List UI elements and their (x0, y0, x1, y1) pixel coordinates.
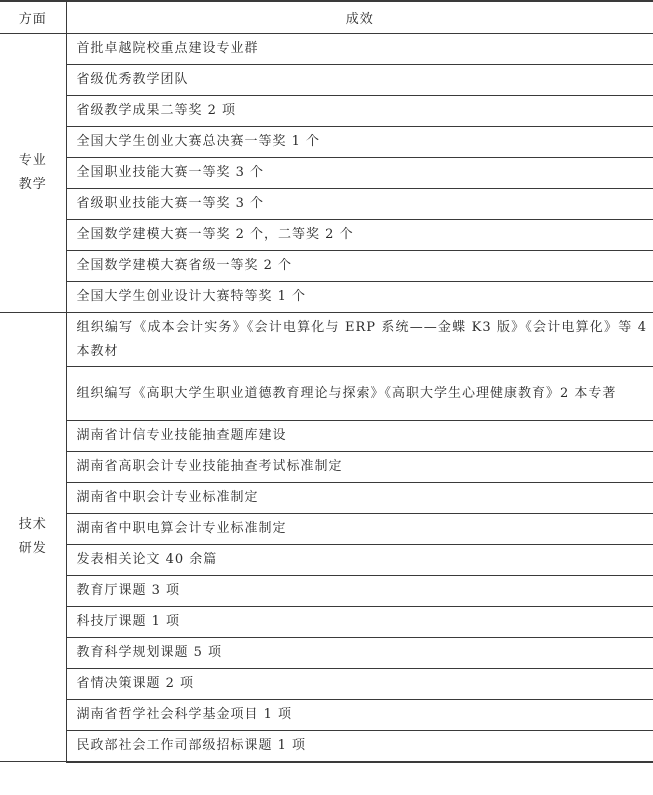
table-row (0, 514, 653, 545)
table-header-row (0, 1, 653, 34)
result-cell: 组织编写《成本会计实务》《会计电算化与 ERP 系统——金蝶 K3 版》《会计电算化》等 4 本教材 (66, 313, 653, 367)
header-results: 成效 (66, 1, 653, 34)
table-row (0, 545, 653, 576)
table-row (0, 367, 653, 421)
table-row (0, 220, 653, 251)
table-row (0, 483, 653, 514)
result-cell: 发表相关论文 40 余篇 (66, 545, 653, 576)
result-cell: 全国数学建模大赛省级一等奖 2 个 (66, 251, 653, 282)
result-cell: 组织编写《高职大学生职业道德教育理论与探索》《高职大学生心理健康教育》2 本专著 (66, 367, 653, 421)
result-cell: 湖南省中职会计专业标准制定 (66, 483, 653, 514)
result-cell: 湖南省计信专业技能抽查题库建设 (66, 421, 653, 452)
table-row (0, 96, 653, 127)
result-cell: 全国大学生创业大赛总决赛一等奖 1 个 (66, 127, 653, 158)
table-row (0, 189, 653, 220)
table-row (0, 34, 653, 65)
result-cell: 科技厅课题 1 项 (66, 607, 653, 638)
category-cell-teaching (0, 34, 66, 313)
table-row (0, 282, 653, 313)
result-cell: 首批卓越院校重点建设专业群 (66, 34, 653, 65)
table-row (0, 421, 653, 452)
result-cell: 民政部社会工作司部级招标课题 1 项 (66, 731, 653, 762)
result-cell: 全国数学建模大赛一等奖 2 个，二等奖 2 个 (66, 220, 653, 251)
table-row (0, 65, 653, 96)
table-row (0, 251, 653, 282)
category-label-line: 专业 (18, 153, 47, 168)
table-row (0, 638, 653, 669)
table-row (0, 313, 653, 367)
table-row (0, 669, 653, 700)
table-row (0, 700, 653, 731)
result-cell: 省级职业技能大赛一等奖 3 个 (66, 189, 653, 220)
table-row (0, 452, 653, 483)
table-row (0, 576, 653, 607)
category-label-line: 教学 (18, 177, 47, 192)
table-row (0, 607, 653, 638)
result-cell: 省级教学成果二等奖 2 项 (66, 96, 653, 127)
result-cell: 全国职业技能大赛一等奖 3 个 (66, 158, 653, 189)
result-cell: 省级优秀教学团队 (66, 65, 653, 96)
result-cell: 湖南省哲学社会科学基金项目 1 项 (66, 700, 653, 731)
category-label-line: 技术 (18, 517, 47, 532)
category-cell-research (0, 313, 66, 762)
result-cell: 教育厅课题 3 项 (66, 576, 653, 607)
table-row (0, 158, 653, 189)
header-aspect: 方面 (0, 1, 66, 34)
result-cell: 教育科学规划课题 5 项 (66, 638, 653, 669)
result-cell: 湖南省高职会计专业技能抽查考试标准制定 (66, 452, 653, 483)
result-cell: 湖南省中职电算会计专业标准制定 (66, 514, 653, 545)
result-cell: 全国大学生创业设计大赛特等奖 1 个 (66, 282, 653, 313)
result-cell: 省情决策课题 2 项 (66, 669, 653, 700)
table-row (0, 731, 653, 762)
table-row (0, 127, 653, 158)
category-label-line: 研发 (18, 541, 47, 556)
